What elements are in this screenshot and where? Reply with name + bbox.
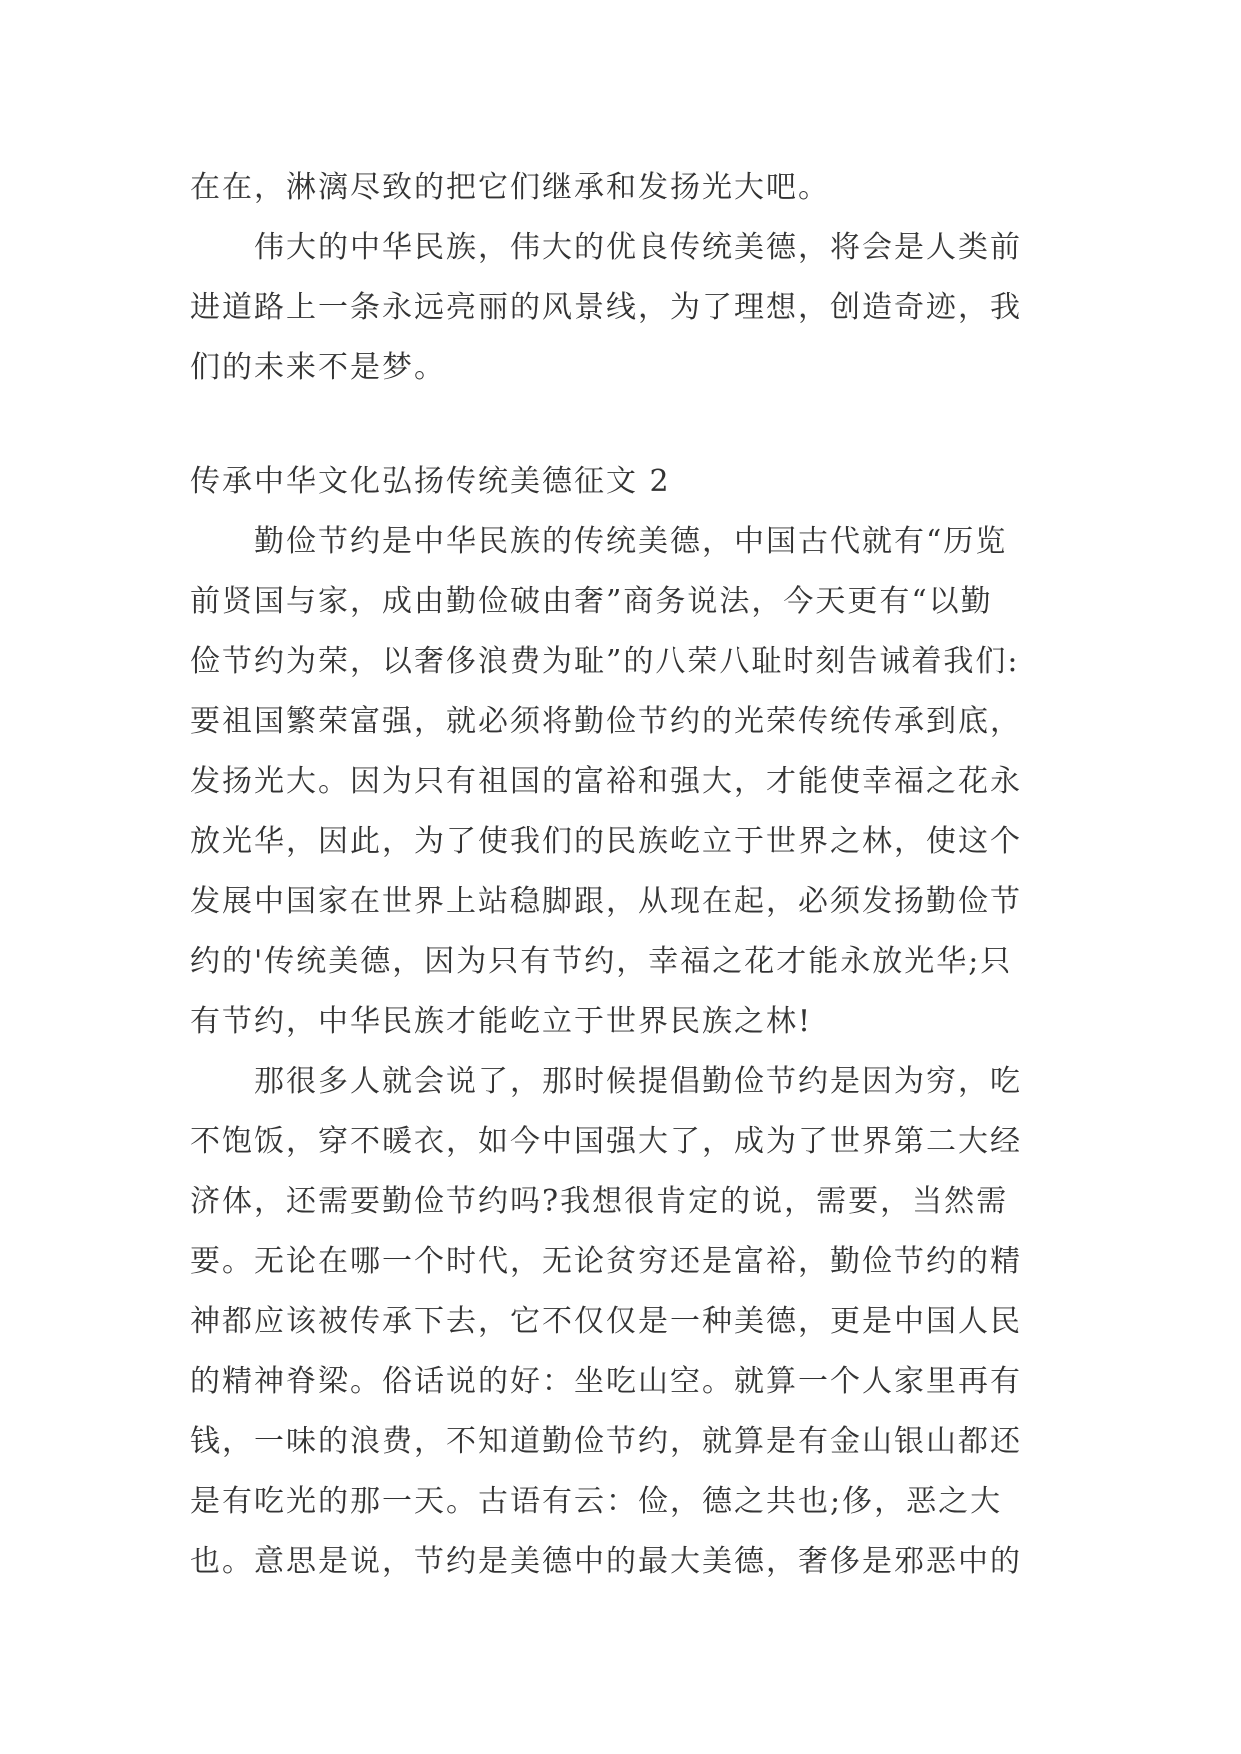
text-line: 不饱饭，穿不暖衣，如今中国强大了，成为了世界第二大经 [190, 1124, 1022, 1159]
text-line: 勤俭节约是中华民族的传统美德，中国古代就有“历览 [254, 524, 1008, 559]
text-line: 发展中国家在世界上站稳脚跟，从现在起，必须发扬勤俭节 [190, 884, 1022, 919]
text-line: 钱，一味的浪费，不知道勤俭节约，就算是有金山银山都还 [190, 1424, 1022, 1459]
text-line: 约的'传统美德，因为只有节约，幸福之花才能永放光华;只 [190, 944, 1013, 979]
paragraph-2 [190, 218, 1060, 398]
section-heading: 传承中华文化弘扬传统美德征文 2 [190, 464, 671, 499]
text-line: 有节约，中华民族才能屹立于世界民族之林! [190, 1004, 813, 1039]
text-line: 要祖国繁荣富强，就必须将勤俭节约的光荣传统传承到底， [190, 704, 1022, 739]
text-line: 要。无论在哪一个时代，无论贫穷还是富裕，勤俭节约的精 [190, 1244, 1022, 1279]
paragraph-1 [190, 158, 1060, 218]
text-line: 放光华，因此，为了使我们的民族屹立于世界之林，使这个 [190, 824, 1022, 859]
text-line: 那很多人就会说了，那时候提倡勤俭节约是因为穷，吃 [254, 1064, 1022, 1099]
text-line: 进道路上一条永远亮丽的风景线，为了理想，创造奇迹，我 [190, 290, 1022, 325]
text-line: 在在，淋漓尽致的把它们继承和发扬光大吧。 [190, 170, 830, 205]
text-line: 俭节约为荣，以奢侈浪费为耻”的八荣八耻时刻告诫着我们: [190, 644, 1020, 679]
text-line: 伟大的中华民族，伟大的优良传统美德，将会是人类前 [254, 230, 1022, 265]
text-line: 也。意思是说，节约是美德中的最大美德，奢侈是邪恶中的 [190, 1544, 1022, 1579]
text-line: 神都应该被传承下去，它不仅仅是一种美德，更是中国人民 [190, 1304, 1022, 1339]
paragraph-3 [190, 512, 1060, 1052]
text-line: 们的未来不是梦。 [190, 350, 446, 385]
paragraph-4 [190, 1052, 1060, 1592]
text-line: 济体，还需要勤俭节约吗?我想很肯定的说，需要，当然需 [190, 1184, 1009, 1219]
text-line: 的精神脊梁。俗话说的好：坐吃山空。就算一个人家里再有 [190, 1364, 1022, 1399]
text-line: 发扬光大。因为只有祖国的富裕和强大，才能使幸福之花永 [190, 764, 1022, 799]
text-line: 前贤国与家，成由勤俭破由奢”商务说法，今天更有“以勤 [190, 584, 993, 619]
text-line: 是有吃光的那一天。古语有云：俭，德之共也;侈，恶之大 [190, 1484, 1003, 1519]
document-body [190, 158, 1060, 1592]
